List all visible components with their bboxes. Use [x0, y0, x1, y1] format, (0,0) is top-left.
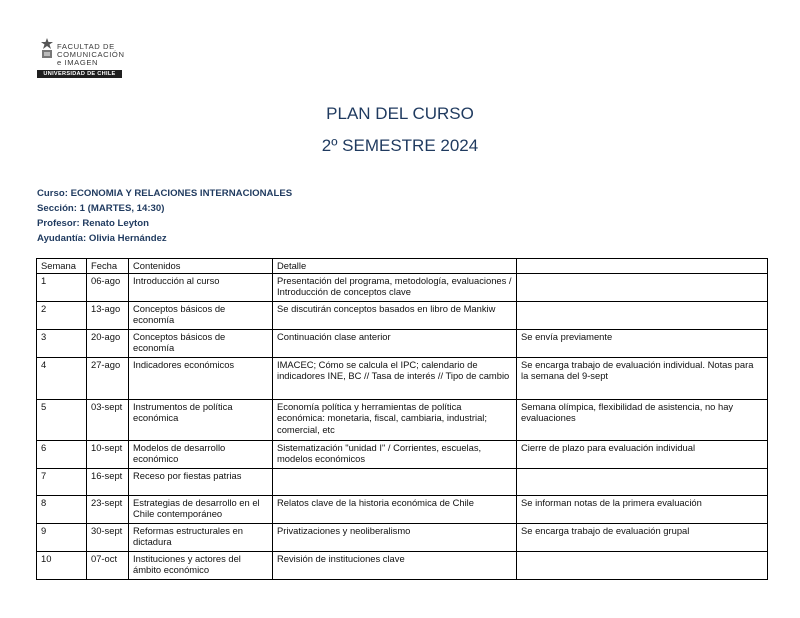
cell-notas: Se encarga trabajo de evaluación grupal [517, 523, 768, 551]
logo-line-3: e IMAGEN [57, 57, 99, 67]
cell-detalle: Presentación del programa, metodología, evaluaciones / Introducción de conceptos clave [273, 273, 517, 301]
table-row [37, 329, 768, 357]
course-info [37, 186, 292, 246]
cell-detalle: Economía política y herramientas de política económica: monetaria, fiscal, cambiaria, industrial; comercial, etc [273, 399, 517, 440]
cell-fecha: 23-sept [87, 495, 129, 523]
cell-contenidos: Conceptos básicos de economía [129, 301, 273, 329]
cell-contenidos: Receso por fiestas patrias [129, 468, 273, 495]
cell-fecha: 13-ago [87, 301, 129, 329]
faculty-logo [37, 37, 125, 79]
logo-wordmark [57, 43, 125, 66]
cell-fecha: 30-sept [87, 523, 129, 551]
cell-semana: 2 [37, 301, 87, 329]
logo-line-2: COMUNICACIÓN [57, 49, 125, 59]
course-section: Sección: 1 (MARTES, 14:30) [37, 203, 165, 214]
cell-fecha: 16-sept [87, 468, 129, 495]
cell-notas: Se encarga trabajo de evaluación individual. Notas para la semana del 9-sept [517, 357, 768, 399]
cell-semana: 9 [37, 523, 87, 551]
cell-semana: 5 [37, 399, 87, 440]
table-row [37, 440, 768, 468]
cell-contenidos: Introducción al curso [129, 273, 273, 301]
table-row [37, 551, 768, 579]
table-row [37, 495, 768, 523]
table-row [37, 273, 768, 301]
cell-semana: 7 [37, 468, 87, 495]
cell-notas [517, 273, 768, 301]
table-row [37, 399, 768, 440]
header-notas [517, 259, 768, 274]
cell-contenidos: Reformas estructurales en dictadura [129, 523, 273, 551]
cell-semana: 4 [37, 357, 87, 399]
cell-notas: Semana olímpica, flexibilidad de asistencia, no hay evaluaciones [517, 399, 768, 440]
cell-notas: Se envía previamente [517, 329, 768, 357]
course-name: Curso: ECONOMIA Y RELACIONES INTERNACIONALES [37, 188, 293, 199]
header-fecha: Fecha [87, 259, 129, 274]
logo-university-bar: UNIVERSIDAD DE CHILE [37, 70, 122, 78]
table-row [37, 357, 768, 399]
header-contenidos: Contenidos [129, 259, 273, 274]
document-title: PLAN DEL CURSO [326, 104, 474, 123]
table-row [37, 301, 768, 329]
cell-contenidos: Conceptos básicos de economía [129, 329, 273, 357]
cell-notas: Se informan notas de la primera evaluación [517, 495, 768, 523]
cell-fecha: 10-sept [87, 440, 129, 468]
cell-detalle: Se discutirán conceptos basados en libro de Mankiw [273, 301, 517, 329]
cell-notas: Cierre de plazo para evaluación individual [517, 440, 768, 468]
cell-fecha: 20-ago [87, 329, 129, 357]
cell-detalle: Continuación clase anterior [273, 329, 517, 357]
cell-detalle: IMACEC; Cómo se calcula el IPC; calendario de indicadores INE, BC // Tasa de interés // Tipo de cambio [273, 357, 517, 399]
cell-detalle: Privatizaciones y neoliberalismo [273, 523, 517, 551]
cell-detalle: Revisión de instituciones clave [273, 551, 517, 579]
cell-fecha: 03-sept [87, 399, 129, 440]
university-seal-icon [40, 38, 54, 59]
document-subtitle: 2º SEMESTRE 2024 [321, 136, 479, 155]
cell-contenidos: Estrategias de desarrollo en el Chile contemporáneo [129, 495, 273, 523]
cell-contenidos: Instituciones y actores del ámbito económico [129, 551, 273, 579]
cell-contenidos: Instrumentos de política económica [129, 399, 273, 440]
cell-fecha: 06-ago [87, 273, 129, 301]
table-row [37, 523, 768, 551]
cell-contenidos: Indicadores económicos [129, 357, 273, 399]
cell-notas [517, 301, 768, 329]
table-row [37, 468, 768, 495]
cell-notas [517, 468, 768, 495]
cell-fecha: 07-oct [87, 551, 129, 579]
logo-line-1: FACULTAD DE [57, 42, 115, 51]
table-header-row [37, 259, 768, 274]
header-detalle: Detalle [273, 259, 517, 274]
course-schedule-table [36, 258, 768, 580]
cell-fecha: 27-ago [87, 357, 129, 399]
cell-detalle: Relatos clave de la historia económica de Chile [273, 495, 517, 523]
course-assistant: Ayudantía: Olivia Hernández [37, 233, 167, 244]
cell-notas [517, 551, 768, 579]
cell-detalle [273, 468, 517, 495]
cell-detalle: Sistematización "unidad I" / Corrientes, escuelas, modelos económicos [273, 440, 517, 468]
cell-semana: 6 [37, 440, 87, 468]
header-semana: Semana [37, 259, 87, 274]
cell-semana: 10 [37, 551, 87, 579]
cell-contenidos: Modelos de desarrollo económico [129, 440, 273, 468]
course-professor: Profesor: Renato Leyton [37, 218, 149, 229]
cell-semana: 1 [37, 273, 87, 301]
cell-semana: 3 [37, 329, 87, 357]
cell-semana: 8 [37, 495, 87, 523]
